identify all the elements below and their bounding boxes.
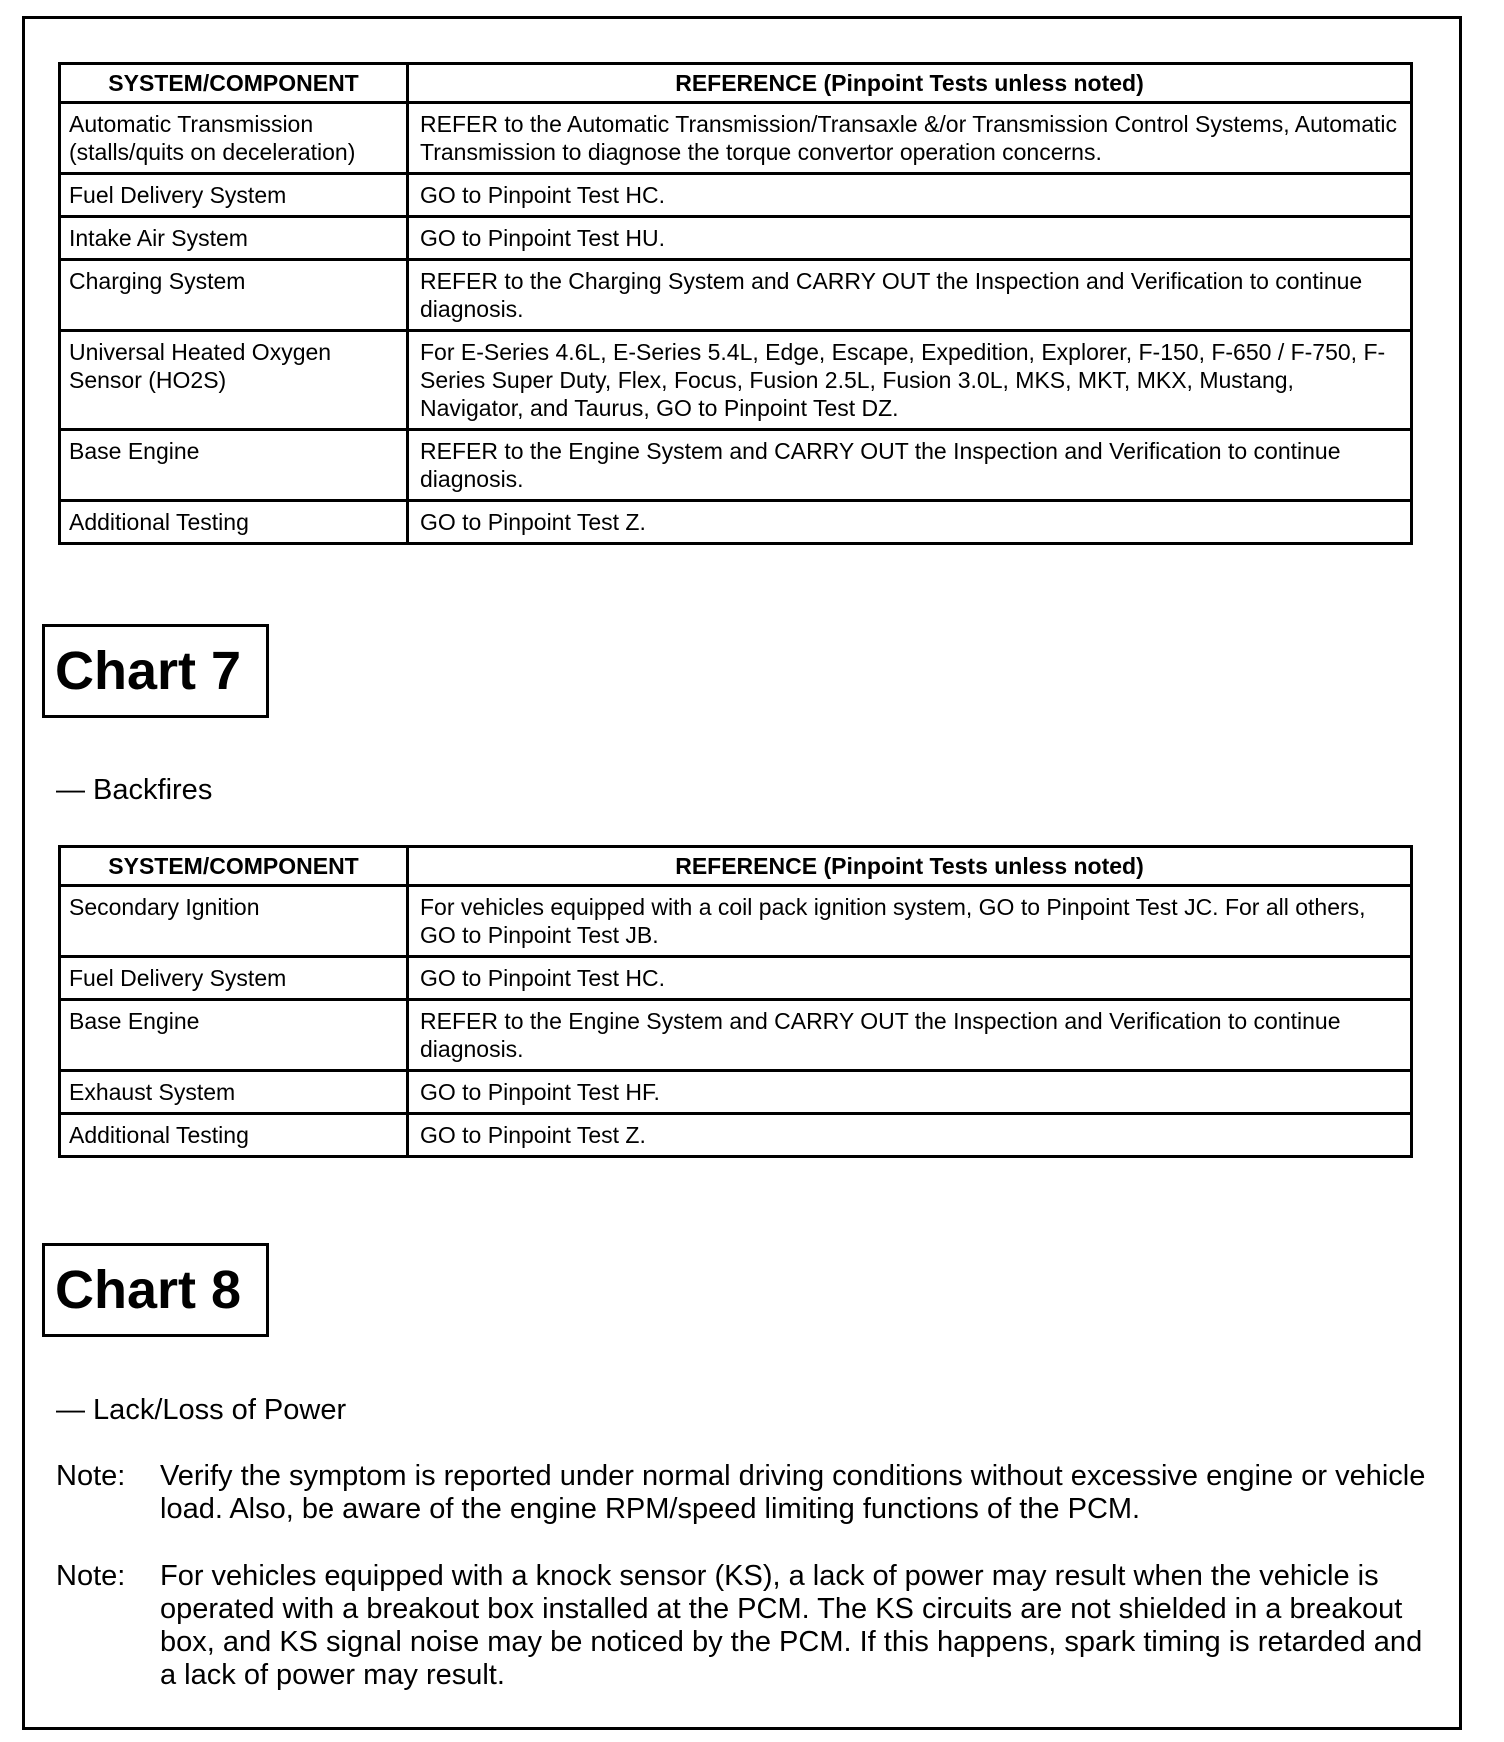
system-cell: Automatic Transmission (stalls/quits on deceleration) xyxy=(60,103,408,174)
reference-cell: For vehicles equipped with a coil pack ignition system, GO to Pinpoint Test JC. For all others, GO to Pinpoint Test JB. xyxy=(408,886,1412,957)
system-cell: Fuel Delivery System xyxy=(60,957,408,1000)
table-row xyxy=(60,957,1412,1000)
table-header-row xyxy=(60,847,1412,886)
system-cell: Additional Testing xyxy=(60,501,408,544)
table-row xyxy=(60,103,1412,174)
chart-7-heading: Chart 7 xyxy=(42,624,269,718)
system-cell: Base Engine xyxy=(60,430,408,501)
table-row xyxy=(60,260,1412,331)
reference-cell: For E-Series 4.6L, E-Series 5.4L, Edge, Escape, Expedition, Explorer, F-150, F-650 / F-750, F-Series Super Duty, Flex, Focus, Fusion 2.5L, Fusion 3.0L, MKS, MKT, MKX, Mustang, Navigator, and Taurus, GO to Pinpoint Test DZ. xyxy=(408,331,1412,430)
reference-cell: REFER to the Charging System and CARRY OUT the Inspection and Verification to continue diagnosis. xyxy=(408,260,1412,331)
table-row xyxy=(60,1114,1412,1157)
table-header-row xyxy=(60,64,1412,103)
system-cell: Charging System xyxy=(60,260,408,331)
reference-cell: REFER to the Engine System and CARRY OUT the Inspection and Verification to continue diagnosis. xyxy=(408,1000,1412,1071)
table-row xyxy=(60,331,1412,430)
table-row xyxy=(60,501,1412,544)
table-row xyxy=(60,217,1412,260)
note-text: Verify the symptom is reported under normal driving conditions without excessive engine or vehicle load. Also, be aware of the engine RPM/speed limiting functions of the PCM. xyxy=(160,1460,1426,1525)
system-cell: Secondary Ignition xyxy=(60,886,408,957)
system-cell: Additional Testing xyxy=(60,1114,408,1157)
note-1 xyxy=(56,1460,1436,1526)
note-text: For vehicles equipped with a knock sensor (KS), a lack of power may result when the vehicle is operated with a breakout box installed at the PCM. The KS circuits are not shielded in a breakout box, and KS signal noise may be noticed by the PCM. If this happens, spark timing is retarded and a lack of power may result. xyxy=(160,1560,1423,1691)
column-header-system: SYSTEM/COMPONENT xyxy=(60,64,408,103)
reference-cell: GO to Pinpoint Test HC. xyxy=(408,957,1412,1000)
system-cell: Intake Air System xyxy=(60,217,408,260)
chart-8-symptom: — Lack/Loss of Power xyxy=(56,1394,347,1426)
table-row xyxy=(60,1000,1412,1071)
table-row xyxy=(60,174,1412,217)
note-label: Note: xyxy=(56,1560,126,1592)
reference-cell: GO to Pinpoint Test HU. xyxy=(408,217,1412,260)
chart-8-heading: Chart 8 xyxy=(42,1243,269,1337)
reference-cell: GO to Pinpoint Test HC. xyxy=(408,174,1412,217)
note-label: Note: xyxy=(56,1460,126,1492)
table-row xyxy=(60,886,1412,957)
reference-table-2 xyxy=(58,845,1413,1158)
system-cell: Base Engine xyxy=(60,1000,408,1071)
note-2 xyxy=(56,1560,1436,1692)
column-header-reference: REFERENCE (Pinpoint Tests unless noted) xyxy=(408,847,1412,886)
reference-cell: REFER to the Automatic Transmission/Transaxle &/or Transmission Control Systems, Automatic Transmission to diagnose the torque convertor operation concerns. xyxy=(408,103,1412,174)
table-row xyxy=(60,430,1412,501)
reference-cell: GO to Pinpoint Test HF. xyxy=(408,1071,1412,1114)
reference-cell: GO to Pinpoint Test Z. xyxy=(408,1114,1412,1157)
column-header-reference: REFERENCE (Pinpoint Tests unless noted) xyxy=(408,64,1412,103)
table-row xyxy=(60,1071,1412,1114)
system-cell: Universal Heated Oxygen Sensor (HO2S) xyxy=(60,331,408,430)
reference-cell: GO to Pinpoint Test Z. xyxy=(408,501,1412,544)
chart-7-symptom: — Backfires xyxy=(56,774,213,806)
reference-cell: REFER to the Engine System and CARRY OUT the Inspection and Verification to continue diagnosis. xyxy=(408,430,1412,501)
reference-table-1 xyxy=(58,62,1413,545)
system-cell: Exhaust System xyxy=(60,1071,408,1114)
system-cell: Fuel Delivery System xyxy=(60,174,408,217)
column-header-system: SYSTEM/COMPONENT xyxy=(60,847,408,886)
